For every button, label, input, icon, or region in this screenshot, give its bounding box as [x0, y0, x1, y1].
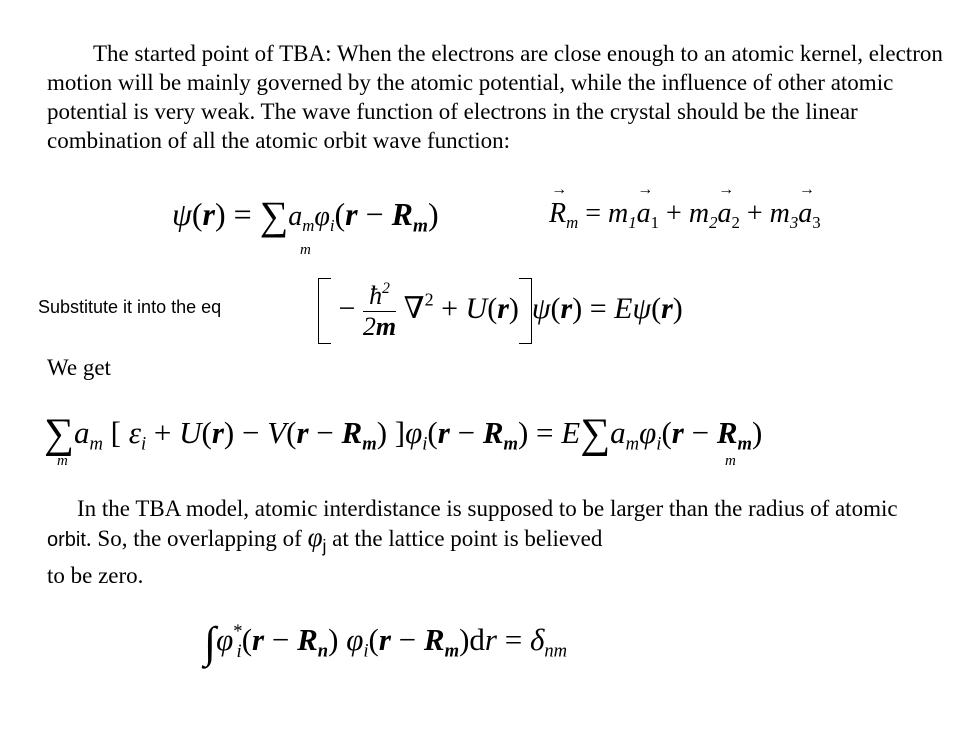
we-get-label: We get — [47, 355, 111, 380]
sum-index-left: m — [57, 453, 68, 469]
orbit-word: orbit — [47, 529, 86, 551]
lattice-vector-equation: → $R_m = m_1\to a_1 + m_2\to a_2 + m_3\to a_3$ — [549, 198, 821, 233]
schrodinger-equation: − $\frac{ħ^2}{2m}$ ∇$^2$ + U(r) ψ(r) = Eψ(r) — [318, 278, 683, 344]
intro-paragraph: The started point of TBA: When the electrons are close enough to an atomic kernel, electron motion will be mainly governed by the atomic potential, while the influence of other atomic potential is very weak. The wave function of electrons in the crystal should be the linear combination of all the atomic orbit wave function: — [47, 41, 943, 153]
phi-j-symbol: $\varphi_j$ — [307, 522, 327, 557]
sum-index: m — [300, 242, 311, 258]
wavefunction-equation: $\psi(r) = \sum a_m\varphi_i(r - R_m)$ — [172, 193, 439, 238]
tba-text-4: to be zero. — [47, 563, 144, 589]
sum-index-right: m — [725, 453, 736, 469]
orthonormality-equation: $\int\varphi^*_i(r - R_n) \varphi_i(r - R_m)dr = \delta_{nm}$ — [204, 618, 568, 667]
tba-text-3: at the lattice point is believed — [326, 526, 603, 551]
tba-text-1: In the TBA model, atomic interdistance is supposed to be larger than the radius of atomic — [77, 496, 898, 521]
expanded-equation: $\sum a_m$ [ $\varepsilon_i + U(r) - V(r - R_m) ]\varphi_i(r - R_m) = E\sum a_m\varphi_i(r - R_m)$ — [44, 411, 763, 457]
tba-paragraph — [47, 494, 927, 590]
tba-text-2: . So, the overlapping of — [85, 526, 308, 551]
substitute-label: Substitute it into the eq — [38, 297, 222, 317]
